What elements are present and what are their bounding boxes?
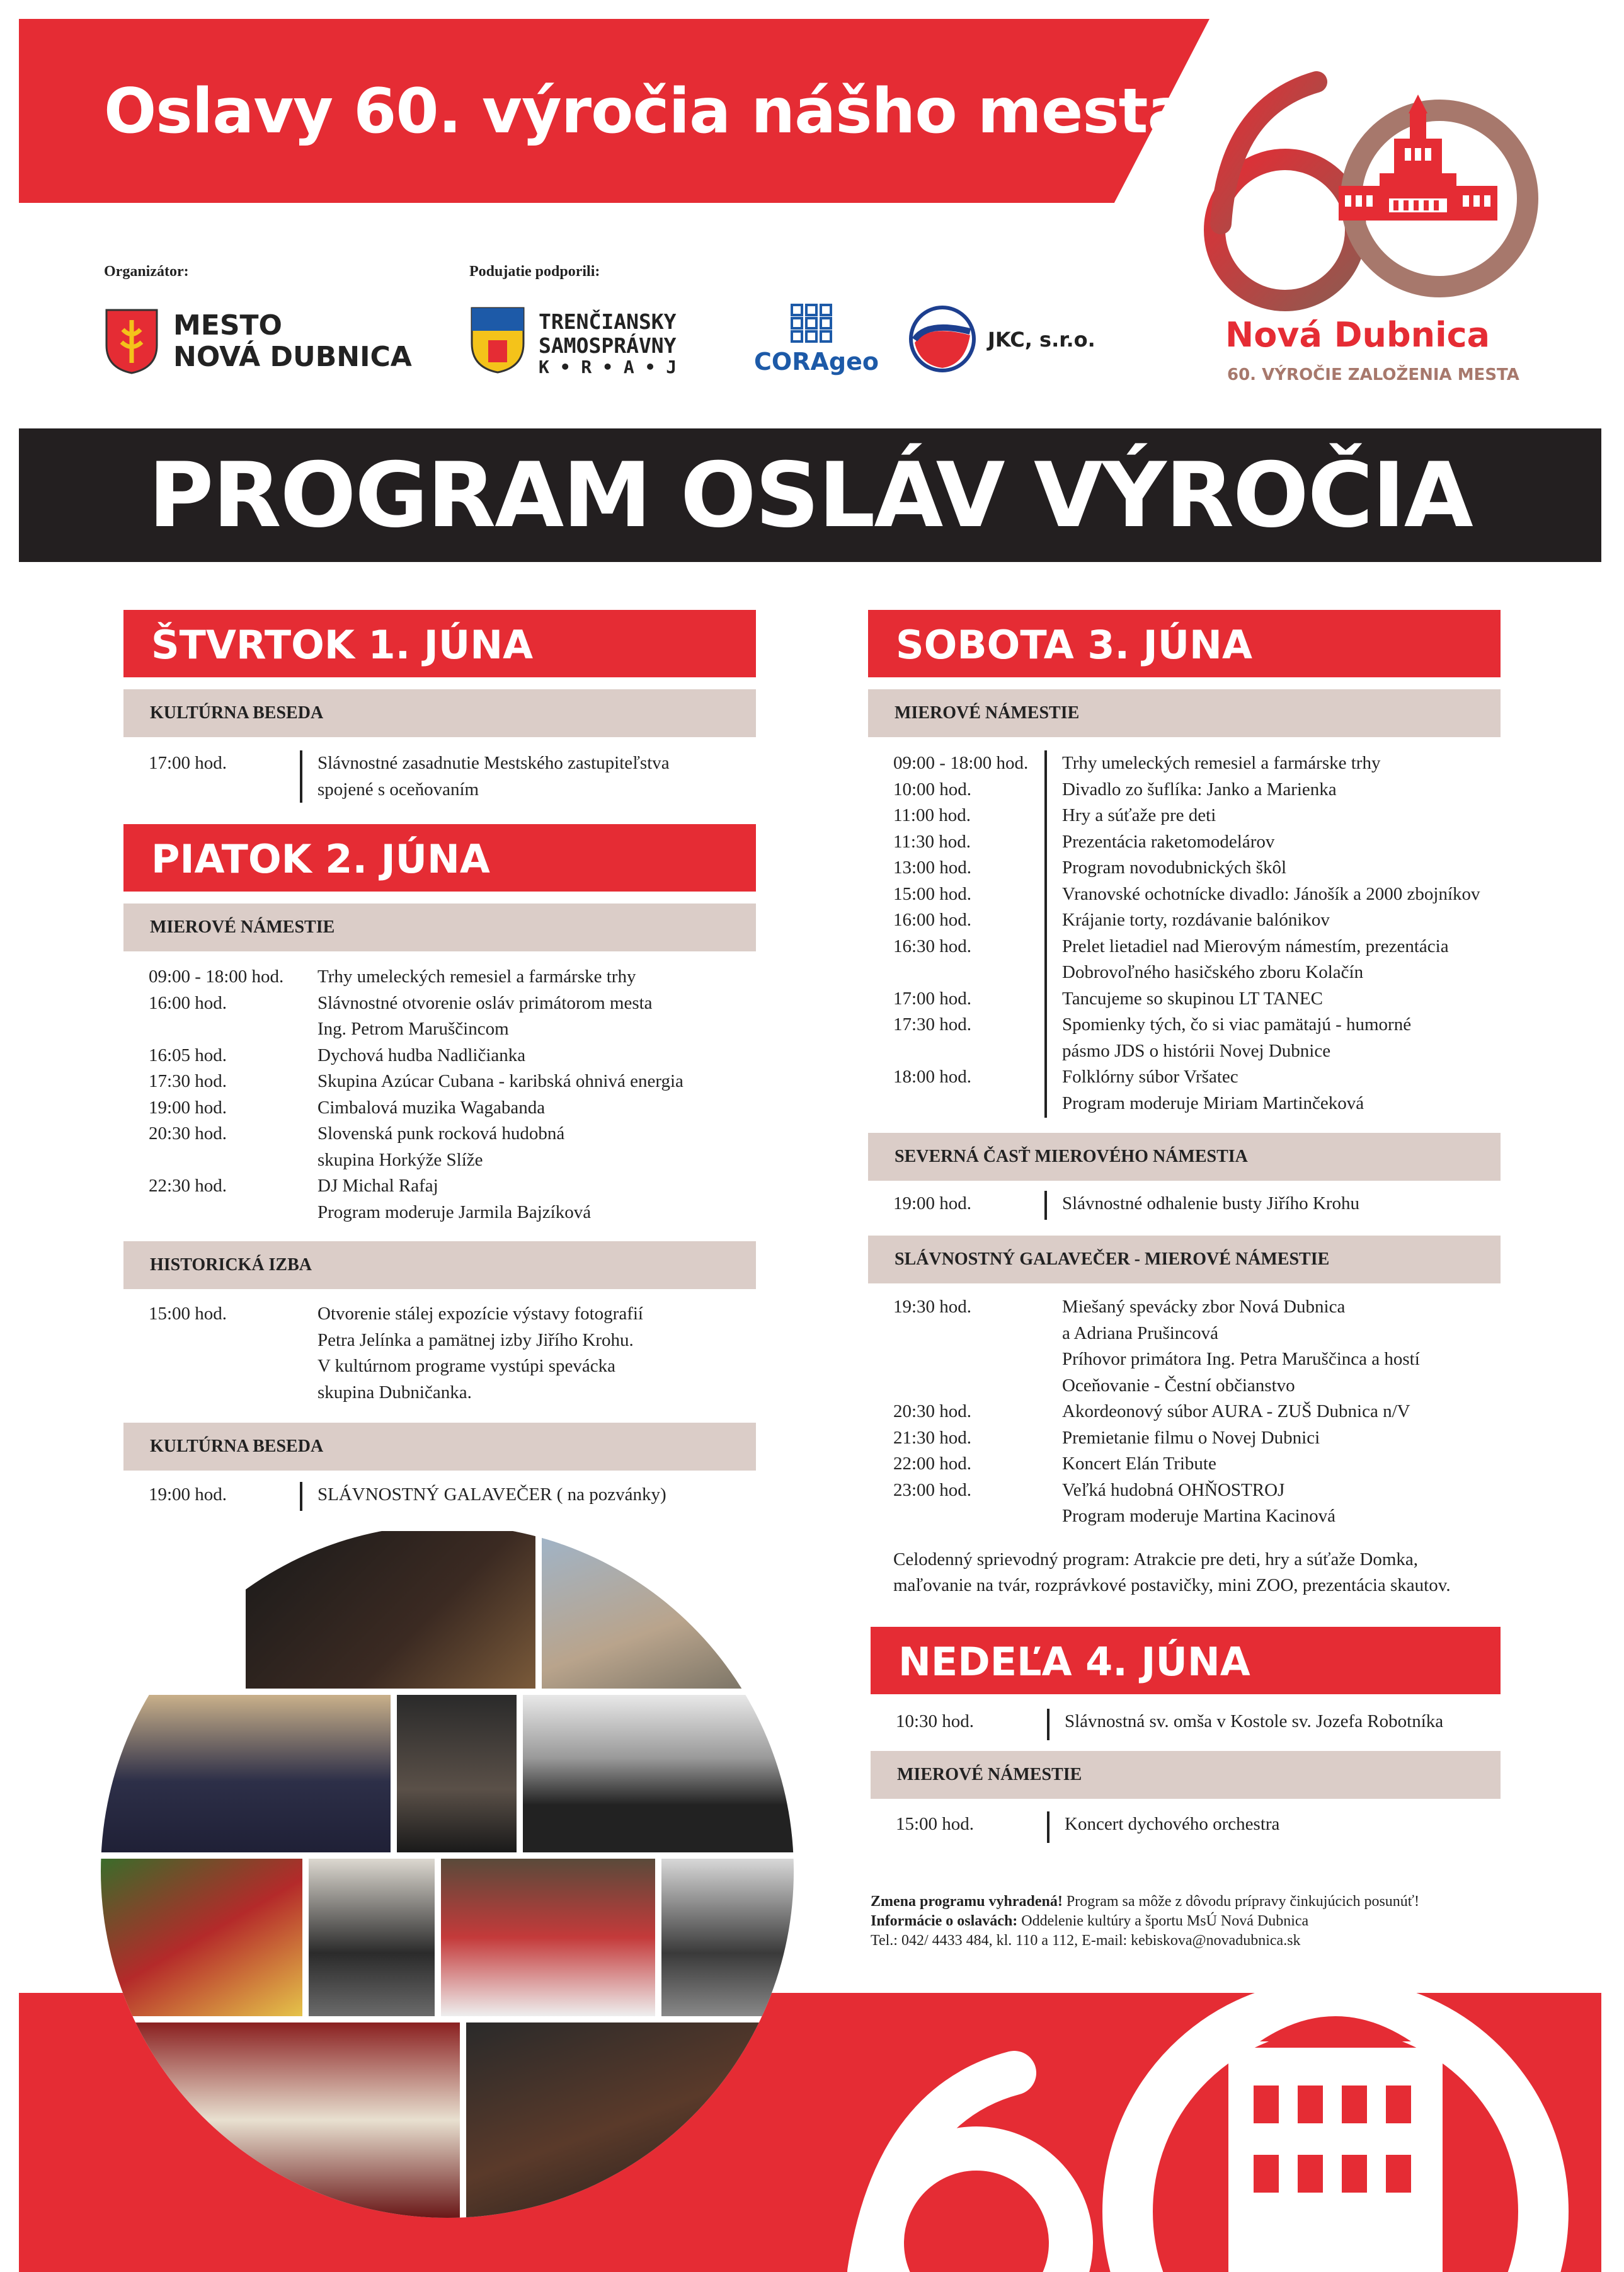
schedule-row: 16:00 hod. Slávnostné otvorenie osláv primátorom mesta [149, 992, 653, 1013]
schedule-row: Príhovor primátora Ing. Petra Maruščinca a hostí [1062, 1349, 1420, 1369]
schedule-row: skupina Dubničanka. [317, 1382, 472, 1403]
organizer-label: Organizátor: [104, 263, 189, 280]
schedule-row: 09:00 - 18:00 hod. Trhy umeleckých remesiel a farmárske trhy [149, 967, 636, 987]
venue-saturday-mierove-namestie: MIEROVÉ NÁMESTIE [868, 689, 1501, 737]
schedule-row: a Adriana Prušincová [1062, 1322, 1219, 1343]
schedule-row: 19:00 hod. Cimbalová muzika Wagabanda [149, 1097, 546, 1118]
schedule-row: 13:00 hod. Program novodubnických škôl [893, 858, 1287, 878]
schedule-saturday-severna [893, 1191, 1501, 1217]
divider [1044, 750, 1047, 1118]
venue-sunday-mierove-namestie: MIEROVÉ NÁMESTIE [871, 1751, 1501, 1799]
organizer-name-line2: NOVÁ DUBNICA [173, 341, 412, 373]
schedule-row: 16:05 hod. Dychová hudba Nadličianka [149, 1045, 526, 1065]
venue-friday-historicka-izba: HISTORICKÁ IZBA [123, 1241, 756, 1289]
schedule-saturday-namestie [893, 750, 1501, 1116]
schedule-saturday-galavecer [893, 1294, 1501, 1530]
logo-city-name: Nová Dubnica [1225, 315, 1490, 355]
supporters-label: Podujatie podporili: [469, 263, 600, 280]
schedule-row: 19:30 hod. Miešaný spevácky zbor Nová Dubnica [893, 1297, 1346, 1317]
organizer-name-line1: MESTO [173, 309, 282, 341]
schedule-row: 22:30 hod. DJ Michal Rafaj [149, 1176, 438, 1196]
info-note: Informácie o oslavách: Oddelenie kultúry a športu MsÚ Nová Dubnica [871, 1913, 1309, 1929]
accompanying-program-line2: maľovanie na tvár, rozprávkové postavičky, mini ZOO, prezentácia skautov. [893, 1575, 1451, 1595]
schedule-row: 10:00 hod. Divadlo zo šuflíka: Janko a Marienka [893, 779, 1337, 800]
schedule-thursday [149, 750, 756, 803]
trenciansky-kraj-coat-of-arms-icon [469, 306, 526, 375]
photo-dancers-stage [101, 2022, 460, 2218]
photo-choir [101, 1695, 391, 1852]
jkc-logo-icon [908, 305, 976, 373]
logo-subtitle: 60. VÝROČIE ZALOŽENIA MESTA [1227, 365, 1519, 384]
sponsor-tsk-line3: K • R • A • J [539, 357, 677, 377]
divider [1047, 1811, 1049, 1843]
schedule-row: Dobrovoľného hasičského zboru Kolačín [1062, 962, 1364, 982]
day-header-thursday: ŠTVRTOK 1. JÚNA [123, 610, 756, 680]
schedule-row: 11:00 hod. Hry a súťaže pre deti [893, 805, 1216, 825]
schedule-row: Petra Jelínka a pamätnej izby Jiřího Krohu. [317, 1329, 634, 1350]
photo-puppet-theatre [466, 2022, 794, 2218]
anniversary-60-logo [1191, 69, 1543, 328]
large-60-decoration-icon [819, 1915, 1624, 2272]
photo-stilts-performers [542, 1531, 794, 1689]
program-change-note: Zmena programu vyhradená! Program sa môže z dôvodu prípravy činkujúcich posunúť! [871, 1893, 1420, 1910]
divider [1047, 1709, 1049, 1740]
schedule-row: 20:30 hod. Akordeonový súbor AURA - ZUŠ Dubnica n/V [893, 1401, 1410, 1421]
photo-azucar-cubana [101, 1859, 302, 2016]
venue-friday-mierove-namestie: MIEROVÉ NÁMESTIE [123, 904, 756, 951]
photo-folk-group [441, 1859, 655, 2016]
photo-accordion-group [661, 1859, 794, 2016]
program-title: PROGRAM OSLÁV VÝROČIA [148, 443, 1472, 548]
schedule-row: Ing. Petrom Maruščincom [317, 1019, 509, 1039]
accompanying-program-line1: Celodenný sprievodný program: Atrakcie pre deti, hry a súťaže Domka, [893, 1549, 1418, 1569]
venue-saturday-severna-cast: SEVERNÁ ČASŤ MIEROVÉHO NÁMESTIA [868, 1133, 1501, 1181]
sponsor-tsk-line1: TRENČIANSKY [539, 309, 677, 334]
program-title-bar [19, 428, 1601, 562]
photo-collage [101, 1525, 794, 2218]
schedule-row: 11:30 hod. Prezentácia raketomodelárov [893, 831, 1275, 852]
schedule-row: 17:00 hod. Tancujeme so skupinou LT TANEC [893, 988, 1323, 1009]
schedule-row: 21:30 hod. Premietanie filmu o Novej Dubnici [893, 1427, 1320, 1448]
schedule-row: Program moderuje Martina Kacinová [1062, 1506, 1336, 1526]
schedule-row: pásmo JDS o histórii Novej Dubnice [1062, 1040, 1331, 1061]
schedule-row: 15:00 hod. Otvorenie stálej expozície výstavy fotografií [149, 1304, 643, 1324]
schedule-sunday-namestie [896, 1811, 1501, 1838]
schedule-row: 15:00 hod. Vranovské ochotnícke divadlo: Jánošík a 2000 zbojníkov [893, 883, 1480, 904]
nova-dubnica-coat-of-arms-icon [104, 307, 159, 374]
sponsor-jkc: JKC, s.r.o. [988, 328, 1095, 352]
divider [300, 750, 302, 803]
divider [300, 1482, 302, 1511]
schedule-row: 09:00 - 18:00 hod. Trhy umeleckých remesiel a farmárske trhy [893, 753, 1381, 773]
photo-violinist [397, 1695, 517, 1852]
day-header-saturday: SOBOTA 3. JÚNA [868, 610, 1501, 680]
schedule-sunday-kostol [896, 1709, 1501, 1735]
schedule-row: 15:00 hod. Koncert dychového orchestra [896, 1814, 1280, 1834]
schedule-friday-izba [149, 1301, 756, 1406]
schedule-row: Program moderuje Miriam Martinčeková [1062, 1093, 1364, 1113]
schedule-row: 10:30 hod. Slávnostná sv. omša v Kostole sv. Jozefa Robotníka [896, 1711, 1444, 1731]
page-title: Oslavy 60. výročia nášho mesta [104, 76, 1189, 147]
schedule-row: 17:00 hod. Slávnostné zasadnutie Mestského zastupiteľstva [149, 753, 670, 773]
schedule-friday-namestie [149, 964, 756, 1225]
schedule-row: spojené s oceňovaním [317, 779, 479, 800]
schedule-row: 19:00 hod. SLÁVNOSTNÝ GALAVEČER ( na pozvánky) [149, 1484, 666, 1505]
contact-note: Tel.: 042/ 4433 484, kl. 110 a 112, E-mail: kebiskova@novadubnica.sk [871, 1932, 1301, 1949]
sponsor-tsk-line2: SAMOSPRÁVNY [539, 333, 677, 358]
schedule-row: 17:30 hod. Spomienky tých, čo si viac pamätajú - humorné [893, 1014, 1412, 1035]
schedule-row: Oceňovanie - Čestní občianstvo [1062, 1375, 1295, 1396]
schedule-friday-beseda [149, 1482, 756, 1508]
coraGeo-grid-icon [791, 304, 832, 343]
venue-saturday-galavecer: SLÁVNOSTNÝ GALAVEČER - MIEROVÉ NÁMESTIE [868, 1236, 1501, 1283]
photo-orchestra [246, 1531, 535, 1689]
divider [1044, 1191, 1047, 1220]
venue-friday-kulturna-beseda: KULTÚRNA BESEDA [123, 1423, 756, 1471]
schedule-row: 22:00 hod. Koncert Elán Tribute [893, 1454, 1216, 1474]
schedule-row: V kultúrnom programe vystúpi spevácka [317, 1356, 616, 1376]
schedule-row: 23:00 hod. Veľká hudobná OHŇOSTROJ [893, 1479, 1285, 1500]
schedule-row: 19:00 hod. Slávnostné odhalenie busty Jiřího Krohu [893, 1193, 1360, 1213]
schedule-row: 17:30 hod. Skupina Azúcar Cubana - karibská ohnivá energia [149, 1071, 683, 1091]
sponsor-coraGeo: CORAgeo [754, 348, 879, 376]
venue-thursday-kulturna-beseda: KULTÚRNA BESEDA [123, 689, 756, 737]
schedule-row: 16:00 hod. Krájanie torty, rozdávanie balónikov [893, 910, 1330, 930]
schedule-row: 16:30 hod. Prelet lietadiel nad Mierovým námestím, prezentácia [893, 936, 1449, 956]
schedule-row: Program moderuje Jarmila Bajzíková [317, 1202, 592, 1222]
day-header-friday: PIATOK 2. JÚNA [123, 824, 756, 895]
photo-ensemble [309, 1859, 435, 2016]
day-header-sunday: NEDEĽA 4. JÚNA [871, 1627, 1501, 1697]
schedule-row: 20:30 hod. Slovenská punk rocková hudobná [149, 1123, 565, 1144]
photo-band [523, 1695, 794, 1852]
schedule-row: skupina Horkýže Slíže [317, 1149, 483, 1170]
schedule-row: 18:00 hod. Folklórny súbor Vršatec [893, 1067, 1238, 1087]
